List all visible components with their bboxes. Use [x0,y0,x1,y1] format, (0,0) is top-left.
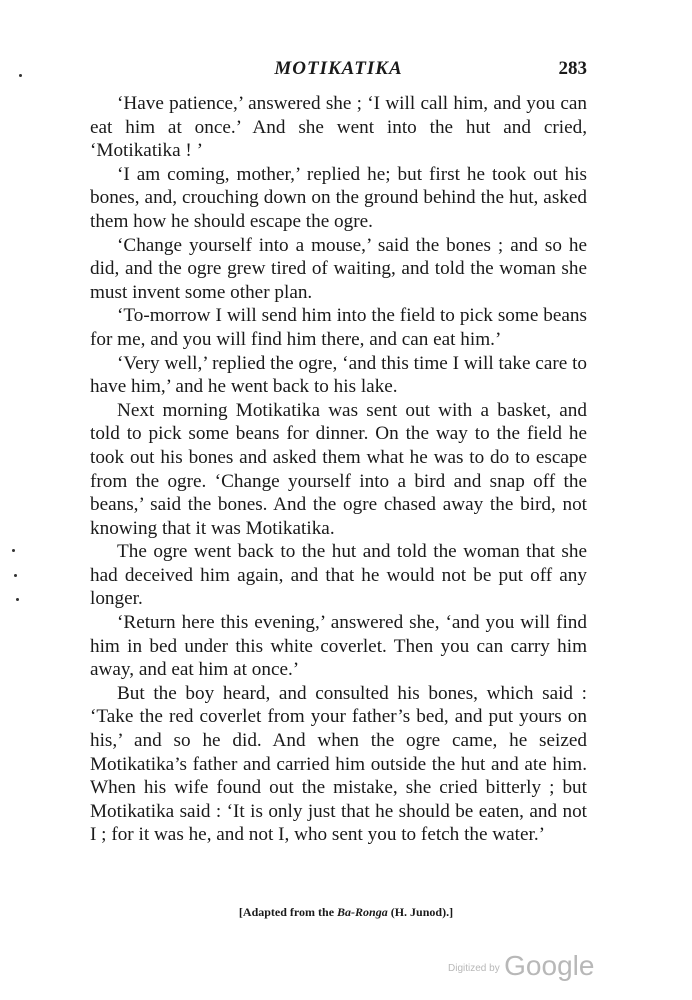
paragraph: ‘I am coming, mother,’ replied he; but first he took out his bones, and, crouching down on the ground behind the hut, asked them how he should escape the ogre. [90,163,587,232]
body-text [90,92,587,847]
paragraph: But the boy heard, and consulted his bones, which said : ‘Take the red coverlet from your father’s bed, and put yours on his,’ and so he did. And when the ogre came, he seized Motikatika’s father and carried him outside the hut and ate him. When his wife found out the mistake, she cried bitterly ; but Motikatika said : ‘It is only just that he should be eaten, and not I ; for it was he, and not I, who sent you to fetch the water.’ [90,682,587,846]
page-number: 283 [558,58,587,79]
source-note-prefix: [Adapted from the [238,905,338,919]
page-header [90,58,587,88]
source-note [0,905,692,920]
paragraph: ‘Have patience,’ answered she ; ‘I will call him, and you can eat him at once.’ And she went into the hut and cried, ‘Motikatika ! ’ [90,93,587,162]
paragraph: ‘Very well,’ replied the ogre, ‘and this time I will take care to have him,’ and he went back to his lake. [90,352,587,398]
running-title: MOTIKATIKA [274,58,403,79]
margin-mark [12,549,15,552]
margin-mark [19,74,22,77]
google-logo: Google [504,950,595,981]
paragraph: The ogre went back to the hut and told the woman that she had deceived him again, and that he would not be put off any longer. [90,541,587,610]
paragraph: Next morning Motikatika was sent out with a basket, and told to pick some beans for dinner. On the way to the field he took out his bones and asked them what he was to do to escape from the ogre. ‘Change yourself into a bird and snap off the beans,’ said the bones. And the ogre chased away the bird, not knowing that it was Motikatika. [90,399,587,539]
margin-mark [14,574,17,577]
source-work-title: Ba-Ronga [337,905,388,919]
paragraph: ‘Return here this evening,’ answered she, ‘and you will find him in bed under this white coverlet. Then you can carry him away, and eat him at once.’ [90,612,587,681]
source-note-suffix: (H. Junod).] [387,905,454,919]
margin-mark [16,598,19,601]
paragraph: ‘Change yourself into a mouse,’ said the bones ; and so he did, and the ogre grew tired of waiting, and told the woman she must invent some other plan. [90,234,587,303]
google-watermark [448,950,594,982]
paragraph: ‘To-morrow I will send him into the field to pick some beans for me, and you will find him there, and can eat him.’ [90,305,587,350]
watermark-prefix: Digitized by [448,963,500,974]
